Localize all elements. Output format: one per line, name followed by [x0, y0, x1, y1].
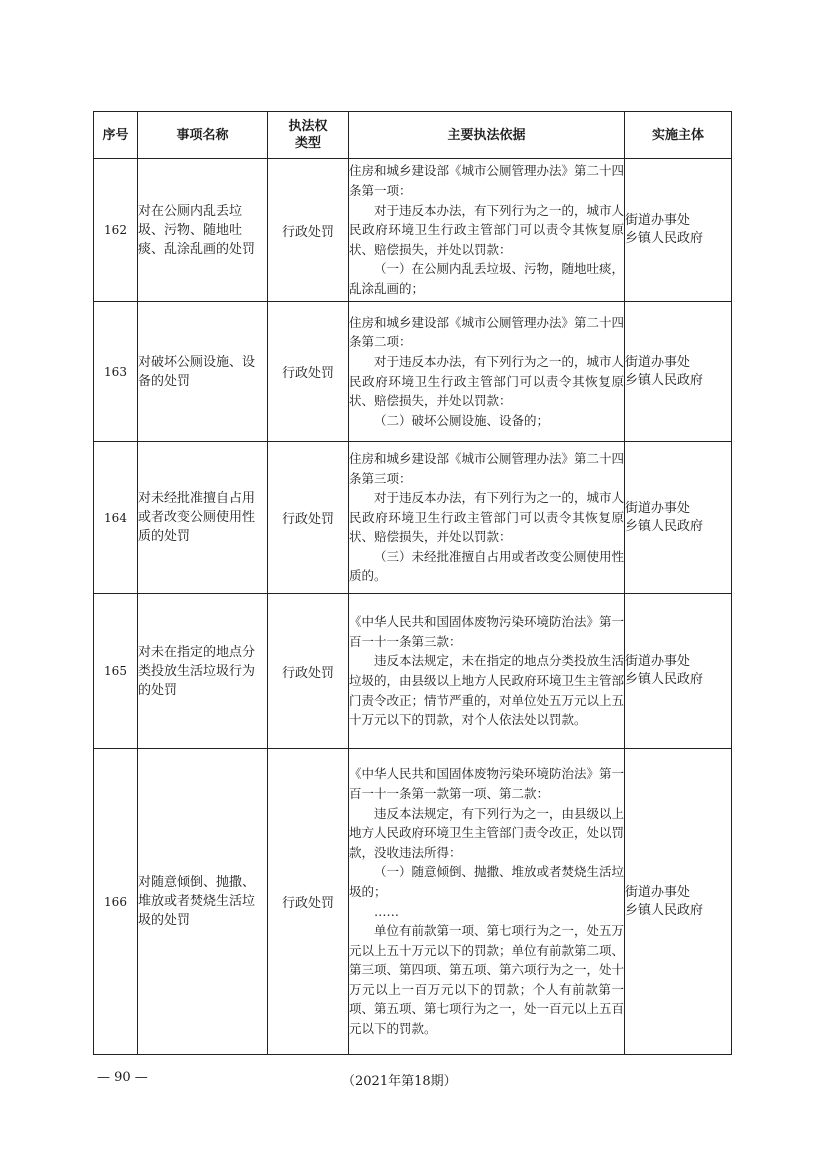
basis-paragraph: 住房和城乡建设部《城市公厕管理办法》第二十四条第二项：: [349, 314, 625, 350]
row-implementing-body: [625, 594, 732, 749]
issue-label: （2021年第18期）: [342, 1074, 457, 1089]
row-basis: [349, 159, 625, 302]
header-implementing-body: 实施主体: [625, 112, 732, 159]
basis-paragraph: （一）在公厕内乱丢垃圾、污物，随地吐痰，乱涂乱画的；: [349, 261, 625, 296]
basis-paragraph: 单位有前款第一项、第七项行为之一，处五万元以上五十万元以下的罚款；单位有前款第二项、第三项、第四项、第五项、第六项行为之一，处十万元以上一百万元以下的罚款；个人有前款第一项、第五项、第七项行为之一，处一百元以上五百元以下的罚款。: [349, 923, 625, 1037]
basis-paragraph: （三）未经批准擅自占用或者改变公厕使用性质的。: [349, 548, 625, 584]
row-implementing-body: [625, 302, 732, 442]
body-line: 乡镇人民政府: [625, 518, 704, 534]
body-line: 乡镇人民政府: [625, 231, 704, 246]
body-line: 乡镇人民政府: [625, 372, 704, 388]
basis-paragraph: 违反本法规定，未在指定的地点分类投放生活垃圾的，由县级以上地方人民政府环境卫生主管部门责令改正；情节严重的，对单位处五万元以上五十万元以下的罚款，对个人依法处以罚款。: [349, 653, 625, 728]
row-implementing-body: [625, 442, 732, 594]
table-row: [94, 159, 732, 302]
basis-paragraph: 《中华人民共和国固体废物污染环境防治法》第一百一十一条第三款：: [349, 614, 625, 649]
basis-paragraph: 违反本法规定，有下列行为之一，由县级以上地方人民政府环境卫生主管部门责令改正，处以罚款，没收违法所得：: [349, 805, 625, 860]
enforcement-table: [93, 111, 732, 1055]
row-type: 行政处罚: [268, 749, 349, 1055]
body-line: 乡镇人民政府: [625, 902, 704, 918]
body-line: 街道办事处: [625, 884, 691, 900]
table-header-row: [94, 112, 732, 159]
basis-paragraph: 对于违反本办法，有下列行为之一的，城市人民政府环境卫生行政主管部门可以责令其恢复原状、赔偿损失，并处以罚款：: [349, 353, 625, 409]
row-item-name: 对在公厕内乱丢垃圾、污物、随地吐痰、乱涂乱画的处罚: [138, 159, 268, 302]
row-basis: [349, 302, 625, 442]
row-basis: [349, 749, 625, 1055]
row-num: 165: [94, 594, 138, 749]
row-num: 163: [94, 302, 138, 442]
row-type: 行政处罚: [268, 442, 349, 594]
row-num: 164: [94, 442, 138, 594]
table-row: [94, 302, 732, 442]
body-line: 街道办事处: [625, 654, 691, 669]
basis-paragraph: 住房和城乡建设部《城市公厕管理办法》第二十四条第三项：: [349, 450, 625, 486]
row-item-name: 对未经批准擅自占用或者改变公厕使用性质的处罚: [138, 442, 268, 594]
body-line: 街道办事处: [625, 500, 691, 516]
basis-paragraph: （二）破坏公厕设施、设备的；: [374, 412, 550, 428]
body-line: 街道办事处: [625, 213, 691, 228]
body-line: 乡镇人民政府: [625, 672, 704, 687]
basis-paragraph: （一）随意倾倒、抛撒、堆放或者焚烧生活垃圾的；: [349, 864, 625, 899]
header-item-name: 事项名称: [138, 112, 268, 159]
body-line: 街道办事处: [625, 354, 691, 370]
row-item-name: 对随意倾倒、抛撒、堆放或者焚烧生活垃圾的处罚: [138, 749, 268, 1055]
header-enforcement-type: 执法权类型: [268, 112, 349, 159]
row-type: 行政处罚: [268, 302, 349, 442]
row-basis: [349, 594, 625, 749]
row-implementing-body: [625, 159, 732, 302]
row-num: 162: [94, 159, 138, 302]
basis-paragraph: 《中华人民共和国固体废物污染环境防治法》第一百一十一条第一款第一项、第二款：: [349, 766, 625, 801]
table-row: [94, 749, 732, 1055]
header-num: 序号: [94, 112, 138, 159]
table-row: [94, 594, 732, 749]
header-basis: 主要执法依据: [349, 112, 625, 159]
basis-paragraph: 对于违反本办法，有下列行为之一的，城市人民政府环境卫生行政主管部门可以责令其恢复原状、赔偿损失，并处以罚款：: [349, 490, 625, 545]
row-item-name: 对未在指定的地点分类投放生活垃圾行为的处罚: [138, 594, 268, 749]
row-type: 行政处罚: [268, 594, 349, 749]
basis-paragraph: 住房和城乡建设部《城市公厕管理办法》第二十四条第一项：: [349, 163, 625, 199]
row-implementing-body: [625, 749, 732, 1055]
row-item-name: 对破坏公厕设施、设备的处罚: [138, 302, 268, 442]
basis-paragraph: 对于违反本办法，有下列行为之一的，城市人民政府环境卫生行政主管部门可以责令其恢复原状、赔偿损失，并处以罚款：: [349, 202, 625, 257]
row-num: 166: [94, 749, 138, 1055]
row-type: 行政处罚: [268, 159, 349, 302]
page-number: — 90 —: [97, 1070, 148, 1085]
basis-paragraph: ……: [374, 903, 399, 919]
row-basis: [349, 442, 625, 594]
table-row: [94, 442, 732, 594]
